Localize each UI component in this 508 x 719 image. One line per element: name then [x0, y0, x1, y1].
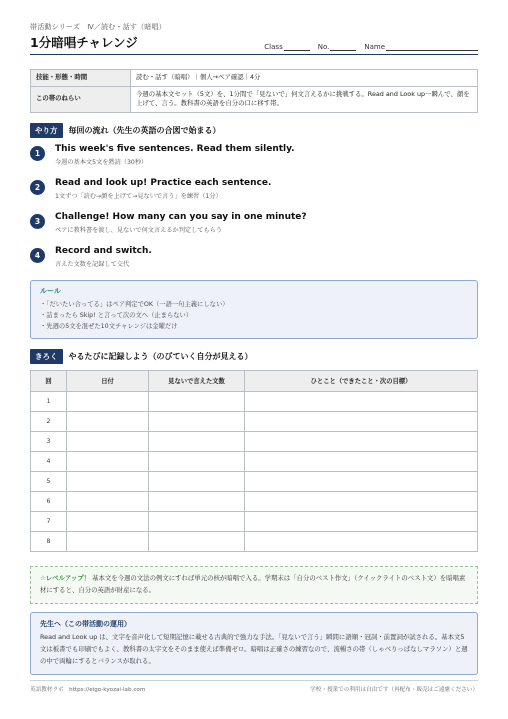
round-number: 8 [31, 531, 67, 551]
table-row [31, 471, 478, 491]
count-cell[interactable] [149, 511, 245, 531]
step-instruction: Challenge! How many can you say in one minute? [55, 211, 307, 222]
record-title: やるたびに記録しよう（のびていく自分が見える） [68, 351, 253, 361]
footer-usage-note: 学校・授業での利用は自由です（再配布・販売はご遠慮ください） [310, 687, 478, 693]
step-number: 3 [30, 214, 45, 229]
name-blank[interactable] [386, 43, 478, 51]
class-label: Class [264, 43, 283, 51]
date-cell[interactable] [67, 531, 149, 551]
table-row [31, 491, 478, 511]
comment-cell[interactable] [245, 451, 478, 471]
date-cell[interactable] [67, 431, 149, 451]
info-value: 今週の基本文セット（5文）を、1分間で「見ないで」何文言えるかに挑戦する。Read and Look up一瞬んで、顔を上げて、言う。教科書の英語を自分の口に移す帯。 [131, 86, 478, 112]
class-field[interactable] [264, 43, 309, 51]
round-number: 2 [31, 411, 67, 431]
step-body [55, 144, 295, 172]
rule-item: ・詰まったら Skip! と言って次の文へ（止まらない） [40, 311, 193, 319]
page-title: 1分暗唱チャレンジ [30, 35, 138, 50]
date-cell[interactable] [67, 511, 149, 531]
record-header-row [31, 370, 478, 391]
info-row [31, 86, 478, 112]
step-body [55, 246, 152, 274]
info-value: 読む・話す（暗唱）｜個人→ペア確認｜4分 [131, 70, 478, 87]
table-row [31, 431, 478, 451]
teacher-note-box [30, 612, 478, 676]
rule-item: ・先週の5文を混ぜた10文チャレンジは金曜だけ [40, 322, 178, 330]
comment-cell[interactable] [245, 491, 478, 511]
round-number: 5 [31, 471, 67, 491]
comment-cell[interactable] [245, 411, 478, 431]
rules-box [30, 280, 478, 339]
series-label: 帯活動シリーズ Ⅳ／読む・話す（暗唱） [30, 23, 166, 31]
procedure-badge: やり方 [30, 123, 63, 138]
info-label: 技能・形態・時間 [31, 70, 131, 87]
comment-cell[interactable] [245, 391, 478, 411]
step-note: ペアに教科書を渡し、見ないで何文言えるか判定してもらう [55, 226, 223, 234]
rule-item: ・「だいたい合ってる」はペア判定でOK（一語一句主義にしない） [40, 300, 229, 308]
step-body [55, 212, 307, 240]
count-cell[interactable] [149, 471, 245, 491]
column-header-date: 日付 [67, 370, 149, 391]
info-label: この帯のねらい [31, 86, 131, 112]
worksheet-page [30, 22, 478, 675]
count-cell[interactable] [149, 411, 245, 431]
name-field[interactable] [364, 43, 478, 51]
footer [30, 680, 478, 693]
table-row [31, 511, 478, 531]
info-row [31, 70, 478, 87]
date-cell[interactable] [67, 391, 149, 411]
table-row [31, 391, 478, 411]
step-item [30, 246, 478, 274]
count-cell[interactable] [149, 531, 245, 551]
round-number: 3 [31, 431, 67, 451]
name-label: Name [364, 43, 385, 51]
info-table [30, 69, 478, 113]
step-number: 4 [30, 248, 45, 263]
column-header-comment: ひとこと（できたこと・次の目標） [245, 370, 478, 391]
round-number: 7 [31, 511, 67, 531]
step-number: 2 [30, 180, 45, 195]
step-note: 1文ずつ「読む→顔を上げて→見ないで言う」を練習（1分） [55, 192, 222, 200]
comment-cell[interactable] [245, 511, 478, 531]
procedure-header [30, 123, 478, 138]
step-instruction: This week's five sentences. Read them silently. [55, 143, 295, 154]
step-item [30, 144, 478, 172]
step-instruction: Read and look up! Practice each sentence. [55, 177, 272, 188]
record-header [30, 349, 478, 364]
number-label: No. [317, 43, 330, 51]
footer-site: 英語教材ラボ https://eigo-kyozai-lab.com [30, 687, 146, 693]
count-cell[interactable] [149, 451, 245, 471]
step-item [30, 178, 478, 206]
comment-cell[interactable] [245, 531, 478, 551]
table-row [31, 451, 478, 471]
step-note: 今週の基本文5文を黙読（30秒） [55, 158, 148, 166]
comment-cell[interactable] [245, 471, 478, 491]
date-cell[interactable] [67, 451, 149, 471]
step-instruction: Record and switch. [55, 245, 152, 256]
class-blank[interactable] [284, 43, 310, 51]
count-cell[interactable] [149, 391, 245, 411]
teacher-note-text: Read and Look up は、文字を音声化して短期記憶に載せる古典的で強力な手法。「見ないで言う」瞬間に語順・冠詞・前置詞が試される。基本文5文は板書でも印刷でもよく、教科書の太字文をそのまま使えば準備ゼロ。暗唱は正確さの練習なので、流暢さの帯（しゃべりっぱなしマラソン）と週の中で両輪にするとバランスが取れる。 [40, 632, 468, 665]
round-number: 6 [31, 491, 67, 511]
step-number: 1 [30, 146, 45, 161]
count-cell[interactable] [149, 431, 245, 451]
round-number: 4 [31, 451, 67, 471]
level-up-lead: ☆レベルアップ！ [40, 573, 91, 582]
column-header-round: 回 [31, 370, 67, 391]
student-fields [264, 43, 478, 51]
step-note: 言えた文数を記録して交代 [55, 260, 130, 268]
procedure-title: 毎回の流れ（先生の英語の合図で始まる） [68, 125, 221, 135]
step-item [30, 212, 478, 240]
step-body [55, 178, 271, 206]
comment-cell[interactable] [245, 431, 478, 451]
record-table [30, 370, 478, 552]
teacher-note-title: 先生へ（この帯活動の運用） [40, 619, 131, 628]
date-cell[interactable] [67, 471, 149, 491]
number-field[interactable] [318, 43, 357, 51]
level-up-text: 基本文を今週の文法の例文にすれば単元の核が暗唱で入る。学期末は「自分のベスト作文」（クイックライトのベスト文）を暗唱素材にすると、自分の英語が財産になる。 [40, 573, 466, 594]
count-cell[interactable] [149, 491, 245, 511]
title-row [30, 33, 478, 55]
number-blank[interactable] [330, 43, 356, 51]
table-row [31, 411, 478, 431]
date-cell[interactable] [67, 411, 149, 431]
record-badge: きろく [30, 349, 63, 364]
date-cell[interactable] [67, 491, 149, 511]
column-header-count: 見ないで言えた文数 [149, 370, 245, 391]
round-number: 1 [31, 391, 67, 411]
rules-title: ルール [40, 286, 61, 295]
level-up-box [30, 566, 478, 604]
table-row [31, 531, 478, 551]
